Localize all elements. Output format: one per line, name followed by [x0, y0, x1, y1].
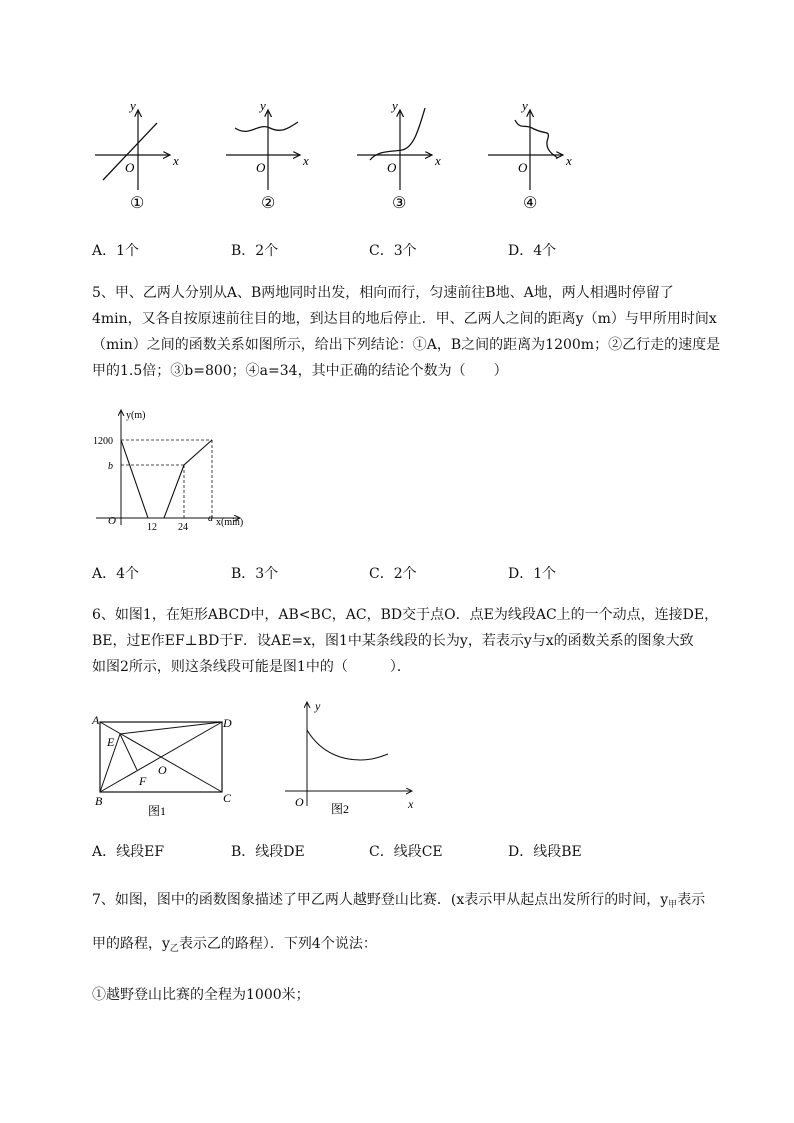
q7-line-2-a: 甲的路程，y [92, 936, 170, 952]
q5-y-axis-label: y(m) [126, 410, 146, 421]
fig1-point-c: C [223, 791, 232, 805]
q7-line-1-a: 7、如图，图中的函数图象描述了甲乙两人越野登山比赛．(x表示甲从起点出发所行的时间，y [92, 892, 669, 908]
q7-line-1-subscript: 甲 [668, 900, 678, 910]
q7-statement-1: ①越野登山比赛的全程为1000米； [92, 987, 310, 1003]
q4-option-d: D．4个 [508, 243, 557, 259]
q7-line-2-subscript: 乙 [169, 944, 179, 954]
q5-y-tick-1200: 1200 [93, 436, 113, 447]
q5-x-tick-24: 24 [178, 522, 188, 533]
graph1-y-label: y [130, 98, 136, 113]
q5-origin-label: O [108, 515, 116, 527]
fig1-point-e: E [107, 735, 115, 749]
q7-line-1 [92, 891, 705, 914]
q5-line-2: 4min，又各自按原速前往目的地，到达目的地后停止．甲、乙两人之间的距离y（m）与甲所用时间x [92, 311, 717, 327]
q6-figure-2-graph [278, 695, 423, 820]
q5-option-a: A．4个 [92, 566, 140, 582]
graph2-number: ② [261, 195, 276, 212]
fig2-x-label: x [408, 797, 414, 811]
graph-2 [226, 98, 309, 212]
q5-line-4: 甲的1.5倍；③b=800；④a=34，其中正确的结论个数为（ ） [92, 363, 508, 379]
fig1-point-d: D [223, 716, 232, 730]
graph-3 [357, 98, 441, 212]
graph3-x-label: x [435, 153, 441, 168]
q6-option-d: D．线段BE [508, 844, 582, 860]
q5-line-3: （min）之间的函数关系如图所示，给出下列结论：①A，B之间的距离为1200m；②乙行走的速度是 [92, 337, 721, 353]
q5-line-1: 5、甲、乙两人分别从A、B两地同时出发，相向而行，匀速前往B地、A地，两人相遇时停留了 [92, 285, 674, 301]
graph1-x-label: x [173, 153, 179, 168]
q5-y-tick-b: b [108, 461, 113, 472]
q5-option-c: C．2个 [369, 566, 417, 582]
fig2-origin: O [295, 795, 304, 809]
q6-line-2: BE，过E作EF⊥BD于F．设AE=x，图1中某条线段的长为y，若表示y与x的函数关系的图象大致 [92, 633, 694, 649]
fig1-caption: 图1 [148, 804, 167, 818]
fig1-point-o: O [158, 763, 167, 777]
graph4-number: ④ [523, 195, 538, 212]
q6-option-b: B．线段DE [231, 844, 305, 860]
q7-line-2 [92, 935, 377, 958]
q6-line-1: 6、如图1，在矩形ABCD中，AB<BC，AC，BD交于点O．点E为线段AC上的一个动点，连接DE， [92, 607, 719, 623]
graph2-x-label: x [303, 153, 309, 168]
q5-x-axis-label: x(min) [216, 517, 244, 528]
fig1-point-b: B [95, 794, 103, 808]
graph3-number: ③ [392, 195, 407, 212]
graph3-origin: O [387, 160, 397, 175]
q5-distance-time-graph [90, 400, 260, 535]
function-graphs-row [0, 95, 794, 220]
q5-option-d: D．1个 [508, 566, 557, 582]
q7-line-1-b: 表示 [677, 892, 706, 908]
q5-x-tick-a: a [208, 513, 213, 524]
graph3-y-label: y [392, 98, 398, 113]
q5-option-b: B．3个 [231, 566, 279, 582]
graph4-y-label: y [522, 98, 528, 113]
graph4-x-label: x [566, 153, 572, 168]
q6-figure-1-rectangle [88, 708, 248, 823]
q6-line-3: 如图2所示，则这条线段可能是图1中的（ ）． [92, 659, 411, 675]
q4-option-a: A．1个 [92, 243, 140, 259]
fig2-y-label: y [315, 699, 321, 713]
fig1-point-f: F [139, 774, 147, 788]
q4-option-b: B．2个 [231, 243, 279, 259]
q5-x-tick-12: 12 [147, 522, 157, 533]
graph-1 [95, 98, 179, 212]
q7-line-2-b: 表示乙的路程）．下列4个说法： [178, 936, 377, 952]
graph1-origin: O [125, 160, 135, 175]
q6-option-c: C．线段CE [369, 844, 443, 860]
graph2-origin: O [256, 160, 266, 175]
q4-option-c: C．3个 [369, 243, 417, 259]
graph-4 [488, 98, 572, 212]
q6-option-a: A．线段EF [92, 844, 165, 860]
graph4-origin: O [518, 160, 528, 175]
fig1-point-a: A [92, 713, 100, 727]
graph2-y-label: y [260, 98, 266, 113]
graph1-number: ① [130, 195, 145, 212]
fig2-caption: 图2 [331, 802, 350, 816]
